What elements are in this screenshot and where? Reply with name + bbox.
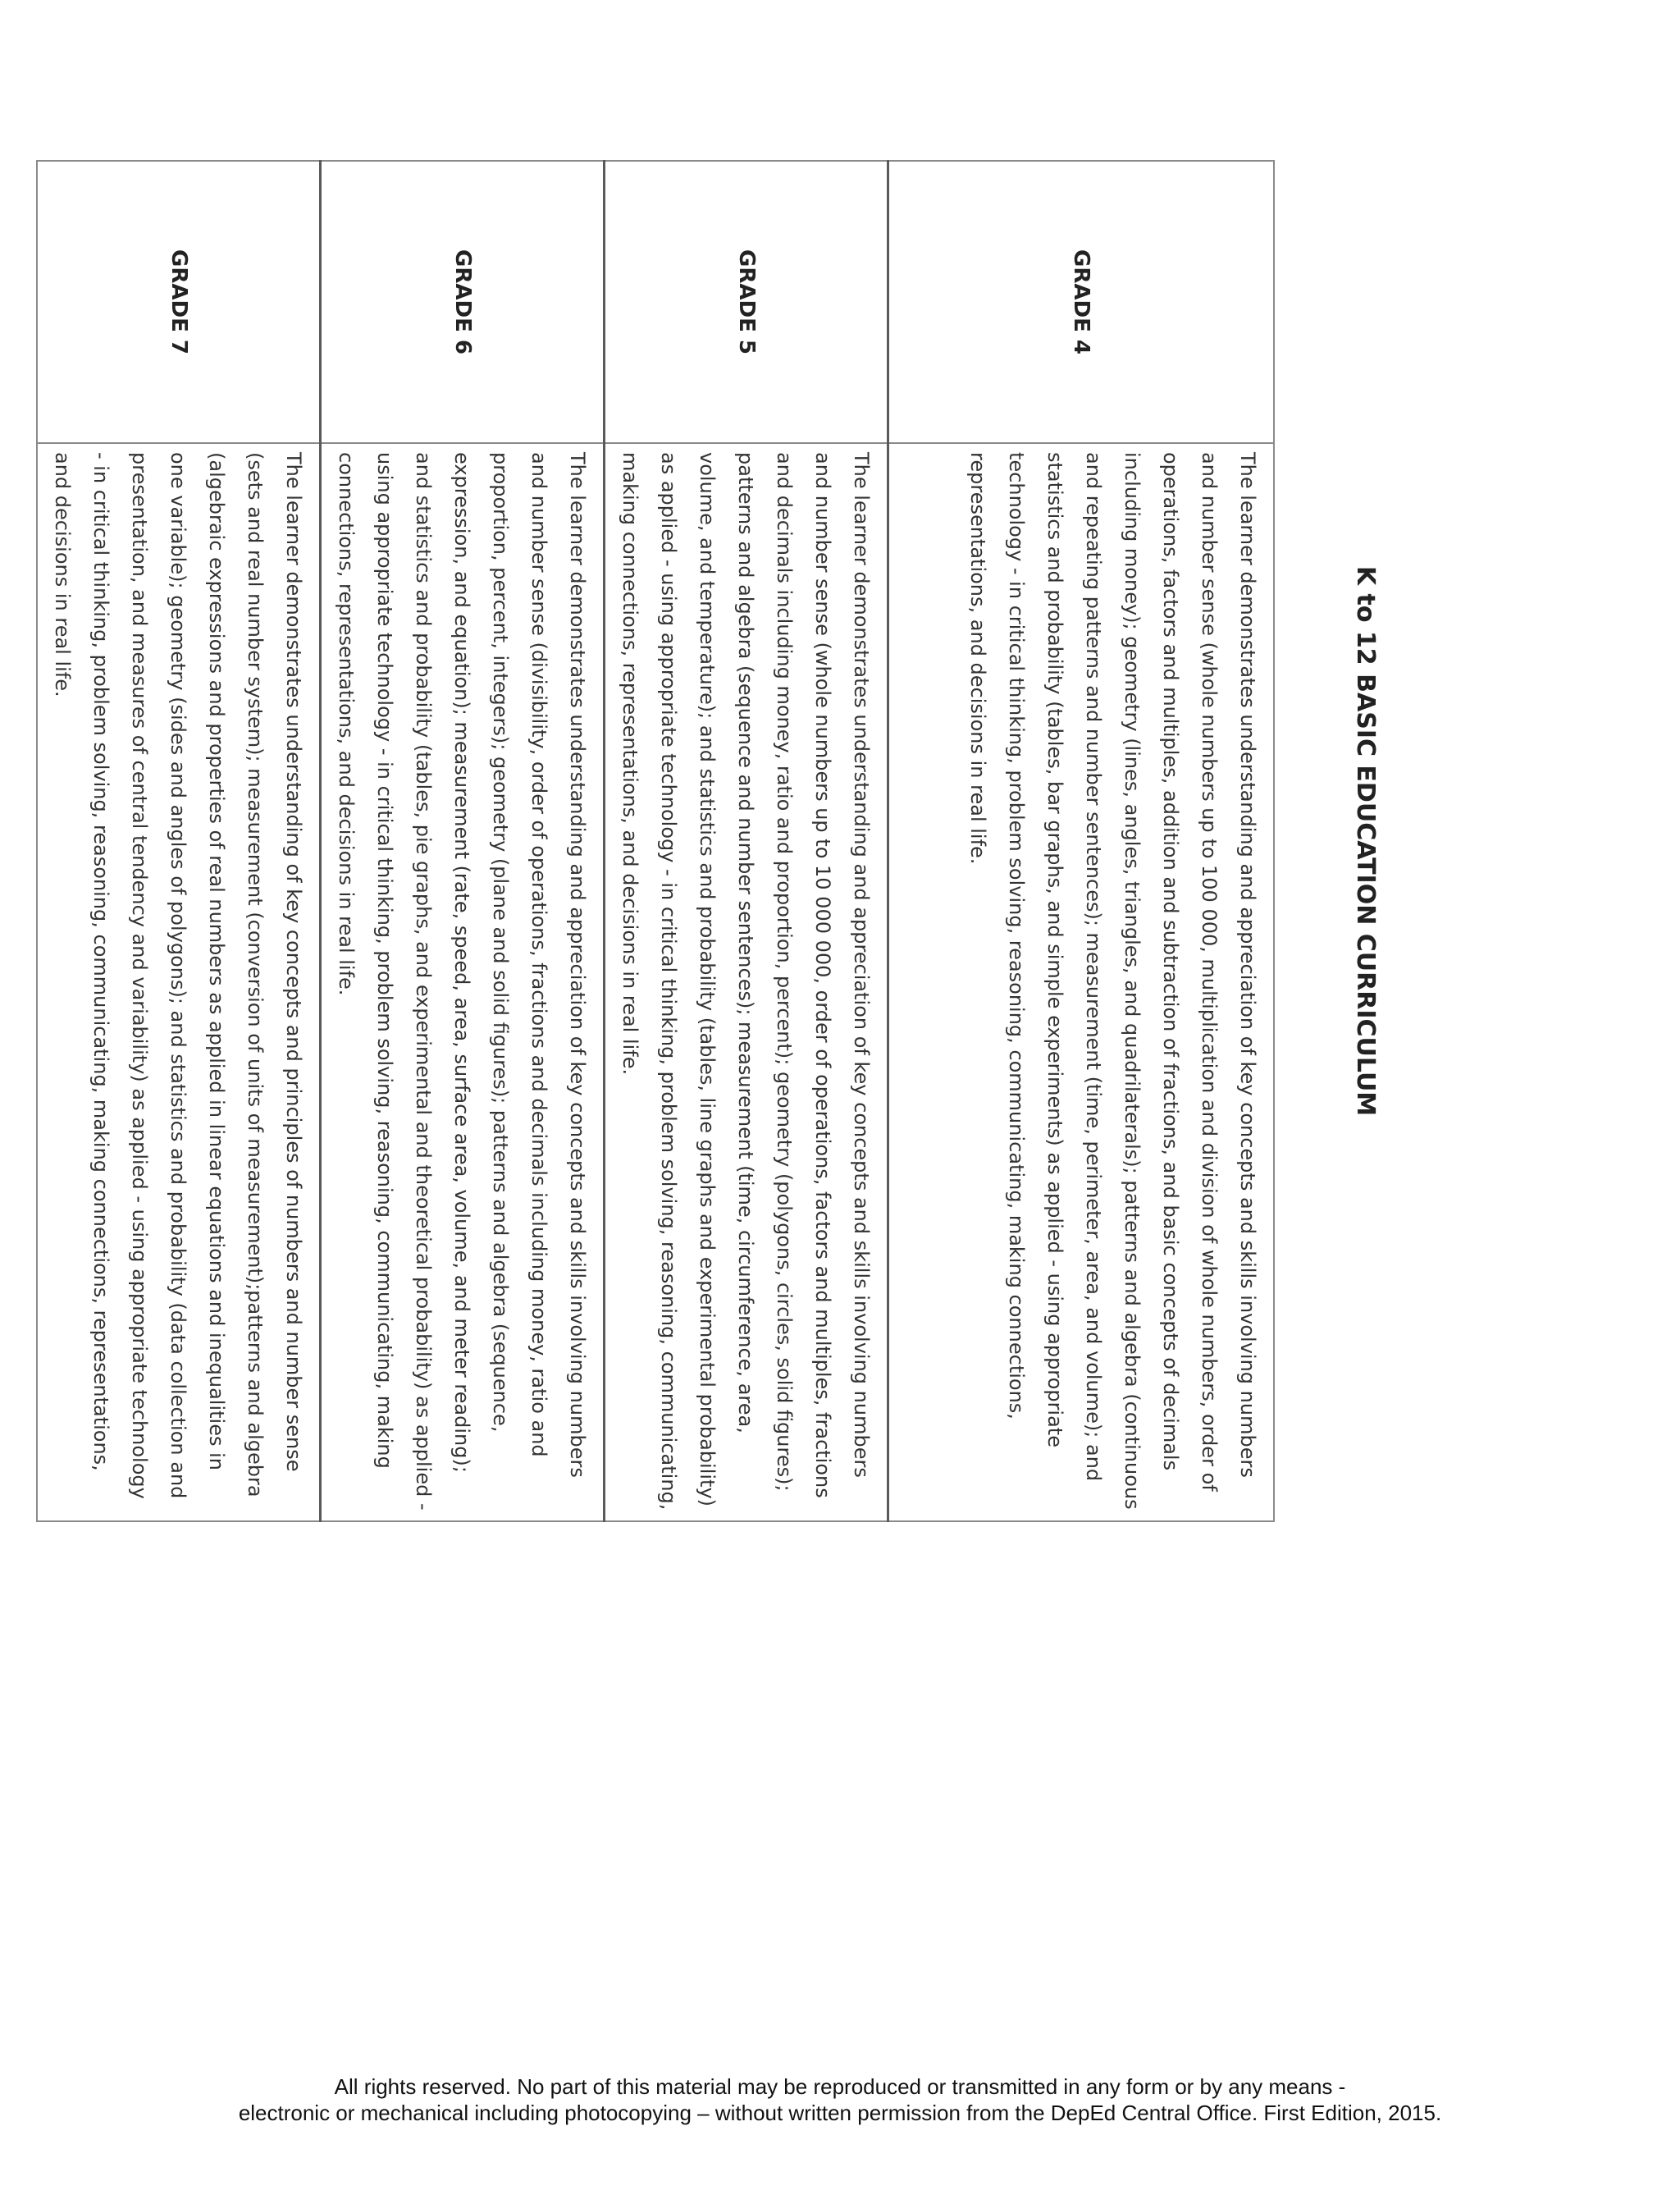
grade-description: The learner demonstrates understanding of key concepts and principles of numbers and number sense (sets and real number system); measurement (conversion of units of measurement);patterns and algebra (algebraic expressions and properties of real numbers as applied in linear equations and inequalities in one variable); geometry (sides and angles of polygons); and statistics and probability (data collection and presentation, and measures of central tendency and variability) as applied - using appropriate technology - in critical thinking, problem solving, reasoning, communicating, making connections, representations, and decisions in real life. bbox=[38, 443, 322, 1521]
grade-label: GRADE 4 bbox=[888, 161, 1274, 443]
table-row bbox=[321, 161, 605, 1521]
table-row bbox=[605, 161, 888, 1521]
copyright-footer bbox=[0, 2073, 1680, 2126]
grade-description: The learner demonstrates understanding and appreciation of key concepts and skills involving numbers and number sense (whole numbers up to 100 000, multiplication and division of whole numbers, order of operations, factors and multiples, addition and subtraction of fractions, and basic concepts of decimals including money); geometry (lines, angles, triangles, and quadrilaterals); patterns and algebra (continuous and repeating patterns and number sentences); measurement (time, perimeter, area, and volume); and statistics and probability (tables, bar graphs, and simple experiments) as applied - using appropriate technology - in critical thinking, problem solving, reasoning, communicating, making connections, representations, and decisions in real life. bbox=[888, 443, 1274, 1521]
grade-label: GRADE 6 bbox=[321, 161, 605, 443]
grade-description: The learner demonstrates understanding and appreciation of key concepts and skills involving numbers and number sense (divisibility, order of operations, fractions and decimals including money, ratio and proportion, percent, integers); geometry (plane and solid figures); patterns and algebra (sequence, expression, and equation); measurement (rate, speed, area, surface area, volume, and meter reading); and statistics and probability (tables, pie graphs, and experimental and theoretical probability) as applied - using appropriate technology - in critical thinking, problem solving, reasoning, communicating, making connections, representations, and decisions in real life. bbox=[321, 443, 605, 1521]
grade-label: GRADE 5 bbox=[605, 161, 888, 443]
footer-line-2: electronic or mechanical including photocopying – without written permission from the DepEd Central Office. First Edition, 2015. bbox=[238, 2101, 1442, 2125]
table-row bbox=[38, 161, 322, 1521]
curriculum-table bbox=[37, 160, 1276, 1522]
rotated-page-content bbox=[51, 160, 1390, 1522]
grade-label: GRADE 7 bbox=[38, 161, 322, 443]
table-row bbox=[888, 161, 1274, 1521]
footer-line-1: All rights reserved. No part of this material may be reproduced or transmitted in any form or by any means - bbox=[334, 2074, 1346, 2099]
grade-description: The learner demonstrates understanding and appreciation of key concepts and skills involving numbers and number sense (whole numbers up to 10 000 000, order of operations, factors and multiples, fractions and decimals including money, ratio and proportion, percent); geometry (polygons, circles, solid figures); patterns and algebra (sequence and number sentences); measurement (time, circumference, area, volume, and temperature); and statistics and probability (tables, line graphs and experimental probability) as applied - using appropriate technology - in critical thinking, problem solving, reasoning, communicating, making connections, representations, and decisions in real life. bbox=[605, 443, 888, 1521]
document-title: K to 12 BASIC EDUCATION CURRICULUM bbox=[1351, 565, 1380, 1117]
